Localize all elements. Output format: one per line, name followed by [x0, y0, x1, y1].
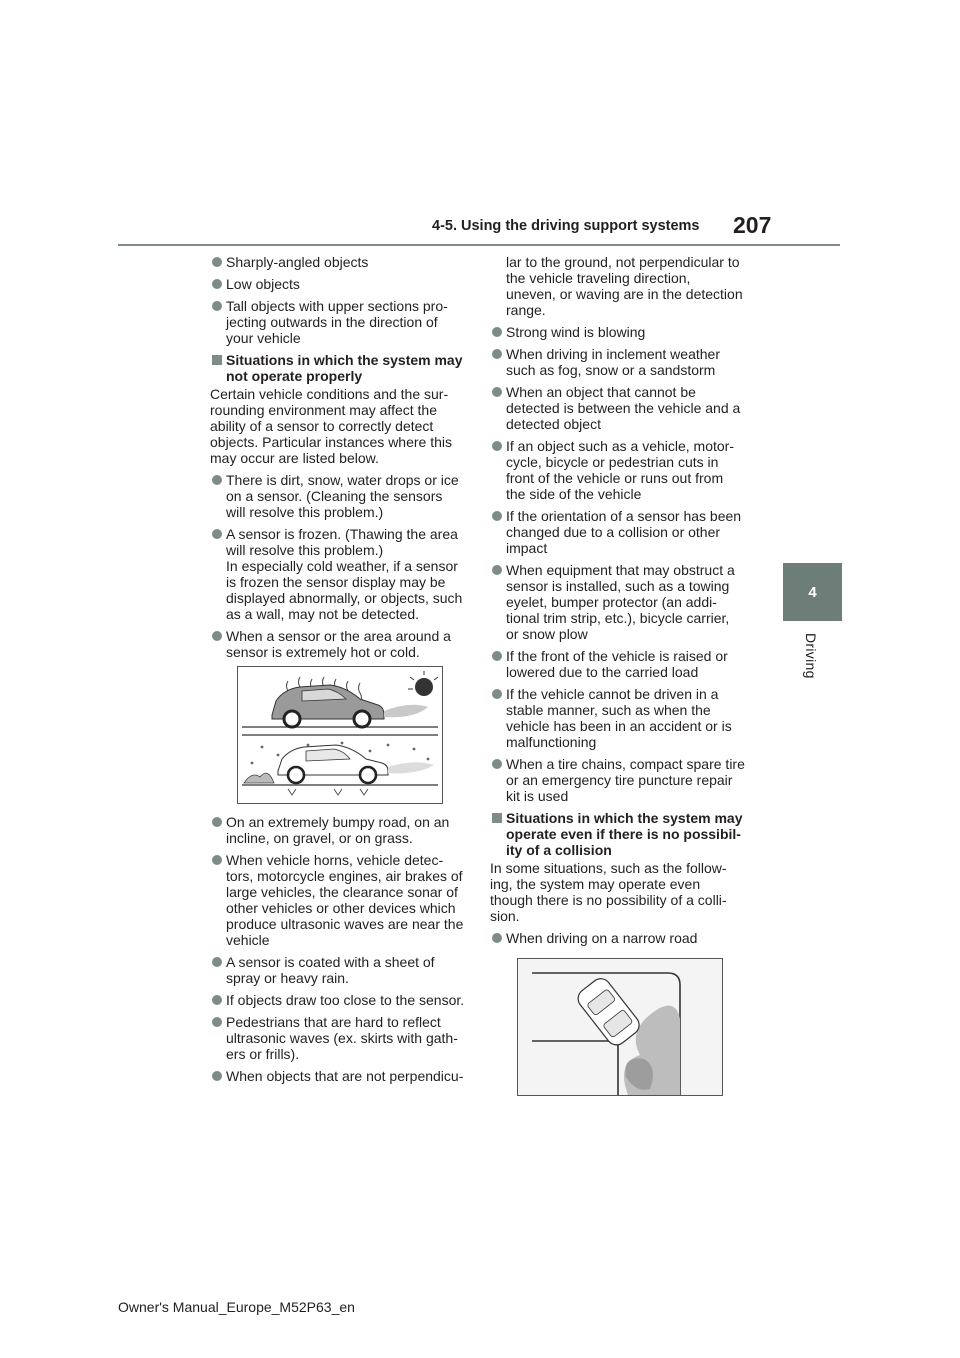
- bullet-icon: [492, 651, 502, 661]
- bullet-icon: [212, 631, 222, 641]
- paragraph-continuation: lar to the ground, not perpendicular to the vehicle traveling direction, uneven, or waving are in the detection range.: [506, 254, 743, 318]
- header-divider: [118, 244, 840, 246]
- narrow-road-illustration: [517, 958, 723, 1096]
- list-item: Tall objects with upper sections pro- jecting outwards in the direction of your vehicle: [210, 298, 472, 346]
- section-heading: Situations in which the system may operate even if there is no possibil- ity of a collision: [490, 810, 752, 858]
- list-item: If the vehicle cannot be driven in a stable manner, such as when the vehicle has been in an accident or is malfunctioning: [490, 686, 752, 750]
- left-column: [210, 254, 472, 1090]
- list-item: On an extremely bumpy road, on an incline, on gravel, or on grass.: [210, 814, 472, 846]
- bullet-icon: [212, 279, 222, 289]
- list-item: A sensor is coated with a sheet of spray or heavy rain.: [210, 954, 472, 986]
- paragraph: Certain vehicle conditions and the sur- rounding environment may affect the ability of a sensor to correctly detect objects. Particular instances where this may occur are listed below.: [210, 386, 452, 466]
- page-number: 207: [733, 212, 772, 238]
- bullet-icon: [492, 387, 502, 397]
- bullet-icon: [492, 441, 502, 451]
- section-title: 4-5. Using the driving support systems: [432, 218, 700, 234]
- bullet-icon: [212, 995, 222, 1005]
- section-heading: Situations in which the system may not operate properly: [210, 352, 472, 384]
- list-item: Low objects: [210, 276, 472, 292]
- frozen-sensor-illustration: [237, 666, 443, 804]
- list-item: When objects that are not perpendicu-: [210, 1068, 472, 1084]
- chapter-label: Driving: [803, 633, 819, 679]
- bullet-icon: [492, 933, 502, 943]
- list-item: When driving in inclement weather such as fog, snow or a sandstorm: [490, 346, 752, 378]
- bullet-icon: [212, 529, 222, 539]
- chapter-tab[interactable]: [783, 563, 842, 621]
- list-item: If objects draw too close to the sensor.: [210, 992, 472, 1008]
- list-item: When a sensor or the area around a sensor is extremely hot or cold.: [210, 628, 472, 660]
- list-item: If the orientation of a sensor has been changed due to a collision or other impact: [490, 508, 752, 556]
- bullet-icon: [212, 855, 222, 865]
- footer-text: Owner's Manual_Europe_M52P63_en: [118, 1299, 355, 1315]
- right-column: [490, 254, 752, 1096]
- square-bullet-icon: [492, 813, 502, 823]
- bullet-icon: [212, 301, 222, 311]
- list-item: When driving on a narrow road: [490, 930, 752, 946]
- list-item: If an object such as a vehicle, motor- cycle, bicycle or pedestrian cuts in front of the vehicle or runs out from the side of the vehicle: [490, 438, 752, 502]
- square-bullet-icon: [212, 355, 222, 365]
- list-item: When equipment that may obstruct a sensor is installed, such as a towing eyelet, bumper protector (an addi- tional trim strip, etc.), bicycle carrier, or snow plow: [490, 562, 752, 642]
- bullet-icon: [212, 257, 222, 267]
- bullet-icon: [212, 1071, 222, 1081]
- list-item: Pedestrians that are hard to reflect ultrasonic waves (ex. skirts with gath- ers or frills).: [210, 1014, 472, 1062]
- list-item: There is dirt, snow, water drops or ice on a sensor. (Cleaning the sensors will resolve this problem.): [210, 472, 472, 520]
- bullet-icon: [492, 349, 502, 359]
- bullet-icon: [212, 957, 222, 967]
- bullet-icon: [492, 327, 502, 337]
- bullet-icon: [212, 1017, 222, 1027]
- list-item: When an object that cannot be detected is between the vehicle and a detected object: [490, 384, 752, 432]
- list-item: When a tire chains, compact spare tire or an emergency tire puncture repair kit is used: [490, 756, 752, 804]
- bullet-icon: [492, 689, 502, 699]
- bullet-icon: [492, 565, 502, 575]
- list-item: Sharply-angled objects: [210, 254, 472, 270]
- bullet-icon: [492, 759, 502, 769]
- paragraph: In some situations, such as the follow- ing, the system may operate even though there is no possibility of a colli- sion.: [490, 860, 727, 924]
- bullet-icon: [212, 475, 222, 485]
- bullet-icon: [212, 817, 222, 827]
- bullet-icon: [492, 511, 502, 521]
- list-item: When vehicle horns, vehicle detec- tors, motorcycle engines, air brakes of large vehicles, the clearance sonar of other vehicles or other devices which produce ultrasonic waves are near the vehicle: [210, 852, 472, 948]
- list-item: A sensor is frozen. (Thawing the area will resolve this problem.) In especially cold weather, if a sensor is frozen the sensor display may be displayed abnormally, or objects, such as a wall, may not be detected.: [210, 526, 472, 622]
- list-item: Strong wind is blowing: [490, 324, 752, 340]
- list-item: If the front of the vehicle is raised or lowered due to the carried load: [490, 648, 752, 680]
- chapter-number: 4: [808, 583, 817, 601]
